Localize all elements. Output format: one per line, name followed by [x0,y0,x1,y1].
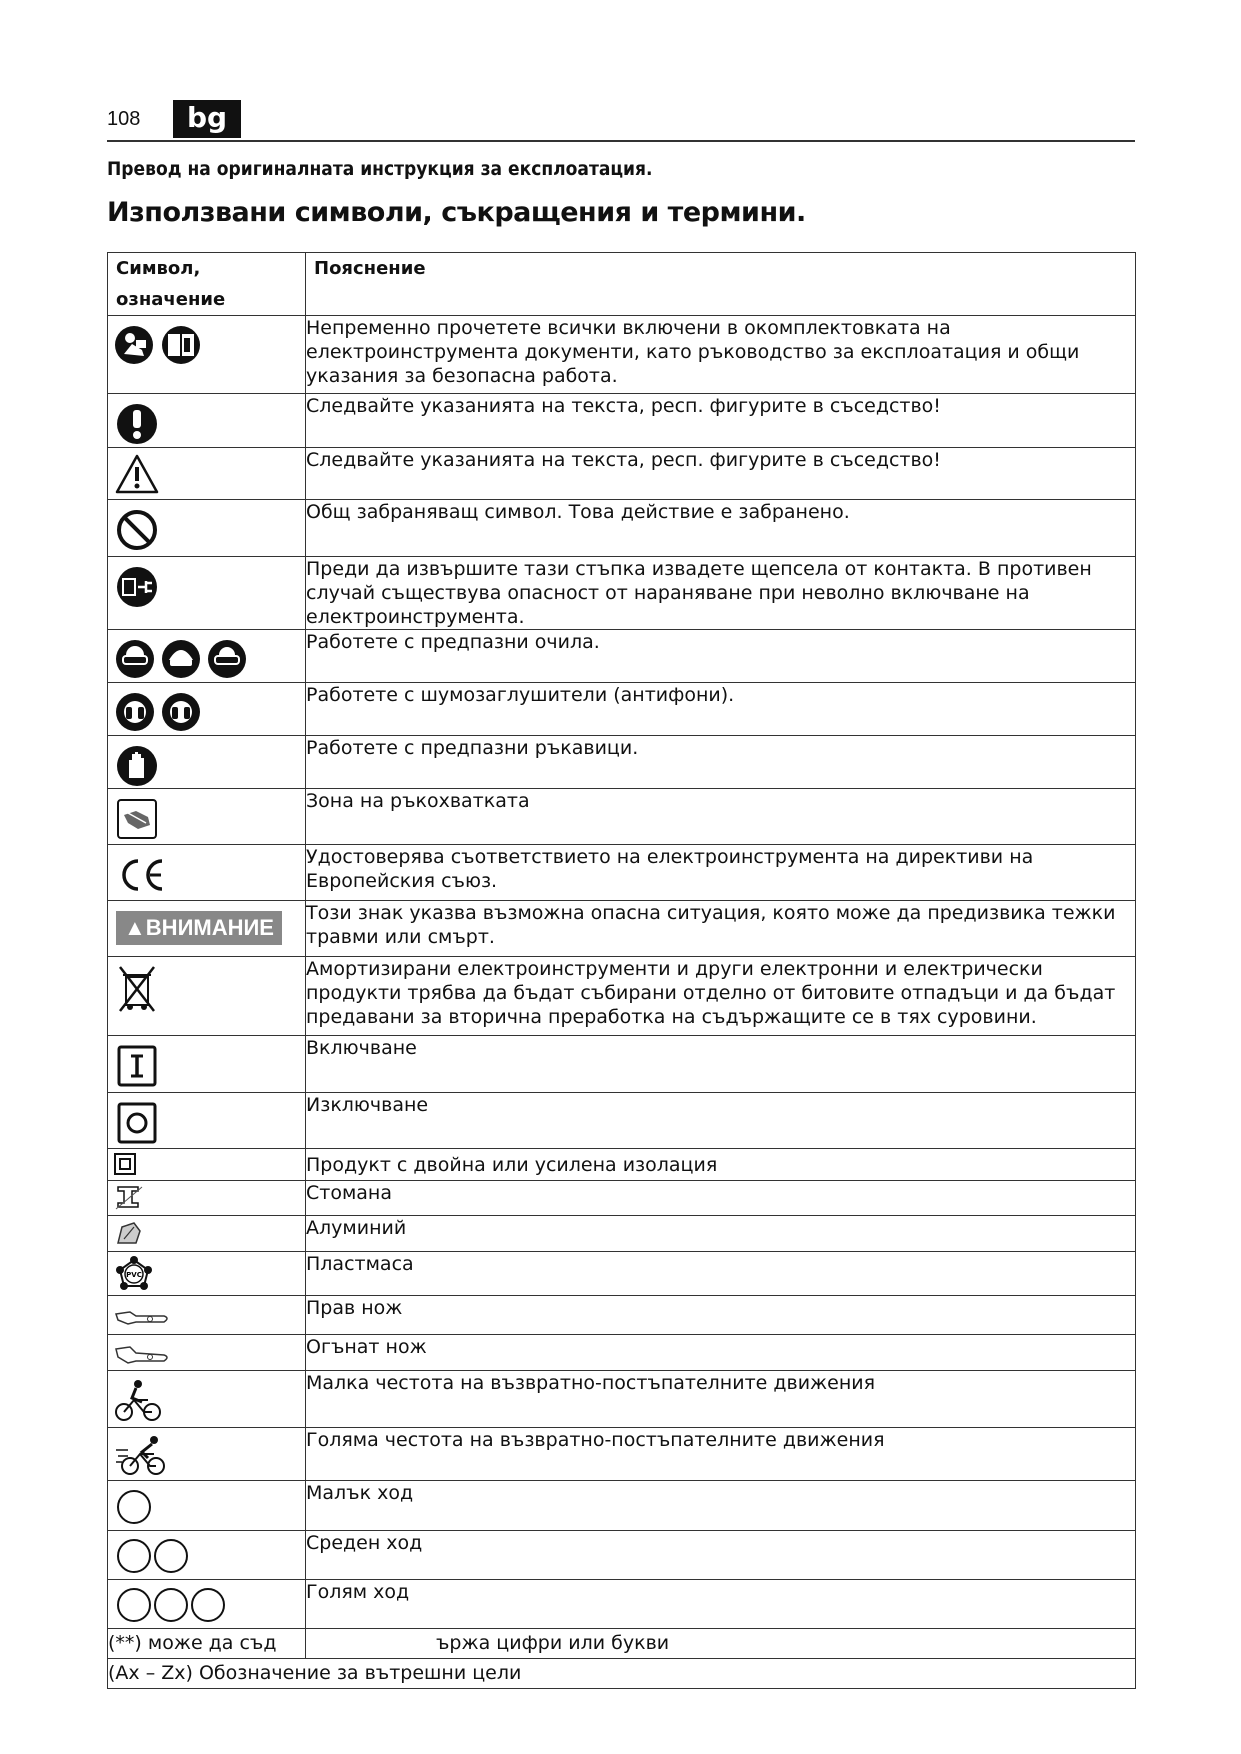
symbol-cell [108,1093,306,1149]
bent-blade-icon [114,1339,174,1369]
explanation-cell: Удостоверява съответствието на електроинструмента на директиви на Европейския съюз. [306,845,1136,901]
plastic-pvc-icon [114,1254,158,1296]
document-subtitle: Превод на оригиналната инструкция за експлоатация. [107,158,653,180]
table-row [108,448,1136,500]
table-row [108,901,1136,957]
explanation-cell: Общ забраняващ символ. Това действие е забранено. [306,500,1136,557]
table-row [108,845,1136,901]
eye-protection-icon [114,634,254,684]
symbol-cell [108,845,306,901]
explanation-cell: Работете с шумозаглушители (антифони). [306,683,1136,736]
explanation-cell: Преди да извършите тази стъпка извадете щепсела от контакта. В противен случай съществува опасност от нараняване при неволно включване на електроинструмента. [306,557,1136,630]
explanation-cell: Изключване [306,1093,1136,1149]
power-off-icon [114,1097,164,1147]
double-insulation-icon [114,1152,144,1178]
symbol-cell [108,957,306,1036]
explanation-cell: Среден ход [306,1531,1136,1580]
explanation-cell: Алуминий [306,1216,1136,1252]
table-row [108,630,1136,683]
explanation-cell: Голяма честота на възвратно-постъпателните движения [306,1428,1136,1481]
table-row [108,1093,1136,1149]
table-row [108,316,1136,394]
gloves-icon [114,740,164,790]
note-cell-left: (**) може да съд [108,1629,306,1659]
medium-stroke-icon [114,1534,204,1578]
small-stroke-icon [114,1484,164,1528]
read-manual-icon [114,320,214,370]
explanation-cell: Голям ход [306,1580,1136,1629]
explanation-cell: Непременно прочетете всички включени в окомплектовката на електроинструмента документи, като ръководство за експлоатация и общи указания за безопасна работа. [306,316,1136,394]
explanation-cell: Амортизирани електроинструменти и други електронни и електрически продукти трябва да бъдат събирани отделно от битовите отпадъци и да бъдат предавани за вторична преработка на съдържащите се в тях суровини. [306,957,1136,1036]
table-row [108,683,1136,736]
prohibition-icon [114,504,164,554]
symbol-cell [108,1481,306,1531]
exclamation-circle-icon [114,398,164,448]
explanation-cell: Малък ход [306,1481,1136,1531]
table-row [108,557,1136,630]
svg-text:PVC: PVC [126,1271,142,1279]
symbol-cell [108,1181,306,1216]
table-header-row [108,253,1136,316]
symbol-cell [108,500,306,557]
warning-triangle-icon [114,452,164,498]
grip-zone-icon [114,793,164,843]
symbol-cell [108,1296,306,1335]
table-row [108,1531,1136,1580]
explanation-cell: Следвайте указанията на текста, респ. фигурите в съседство! [306,394,1136,448]
fast-cyclist-icon [114,1432,174,1482]
explanation-cell: Този знак указва възможна опасна ситуация, която може да предизвика тежки травми или смърт. [306,901,1136,957]
symbol-cell [108,1371,306,1428]
table-row [108,1481,1136,1531]
symbol-cell [108,1252,306,1296]
symbol-cell [108,736,306,789]
straight-blade-icon [114,1302,174,1332]
symbol-cell [108,1428,306,1481]
explanation-cell: Прав нож [306,1296,1136,1335]
aluminium-icon [114,1219,148,1249]
symbol-cell [108,557,306,630]
table-row [108,1335,1136,1371]
symbol-cell [108,789,306,845]
symbol-cell [108,901,306,957]
table-row [108,957,1136,1036]
power-on-icon [114,1040,164,1090]
steel-icon [114,1183,148,1213]
symbol-cell [108,1531,306,1580]
page-number: 108 [107,108,141,130]
internal-designation-cell: (Ax – Zx) Обозначение за вътрешни цели [108,1659,1136,1689]
explanation-cell: Включване [306,1036,1136,1093]
symbol-cell [108,1149,306,1181]
symbol-cell [108,1216,306,1252]
section-title: Използвани символи, съкращения и термини. [107,197,806,228]
note-cell-right: ържа цифри или букви [306,1629,1136,1659]
table-row [108,394,1136,448]
table-row [108,1252,1136,1296]
explanation-cell: Следвайте указанията на текста, респ. фигурите в съседство! [306,448,1136,500]
large-stroke-icon [114,1583,244,1627]
weee-bin-icon [114,961,164,1017]
table-row [108,1036,1136,1093]
warning-badge-text: ВНИМАНИЕ [145,915,274,940]
explanation-cell: Огънат нож [306,1335,1136,1371]
explanation-cell: Стомана [306,1181,1136,1216]
table-row [108,1181,1136,1216]
symbol-cell [108,448,306,500]
table-row [108,500,1136,557]
symbol-cell [108,683,306,736]
table-row [108,789,1136,845]
explanation-cell: Малка честота на възвратно-постъпателните движения [306,1371,1136,1428]
table-row [108,1371,1136,1428]
explanation-cell: Пластмаса [306,1252,1136,1296]
table-row [108,1428,1136,1481]
symbols-table [107,252,1136,1689]
symbol-cell [108,1036,306,1093]
unplug-icon [114,561,164,611]
explanation-cell: Работете с предпазни очила. [306,630,1136,683]
column-header-symbol: Символ, означение [108,253,306,316]
column-header-explanation: Пояснение [306,253,1136,316]
explanation-cell: Продукт с двойна или усилена изолация [306,1149,1136,1181]
explanation-cell: Работете с предпазни ръкавици. [306,736,1136,789]
symbol-cell [108,1335,306,1371]
table-row [108,736,1136,789]
page-header [107,100,1135,142]
table-row [108,1216,1136,1252]
table-row [108,1149,1136,1181]
explanation-cell: Зона на ръкохватката [306,789,1136,845]
internal-designation-row [108,1659,1136,1689]
note-row [108,1629,1136,1659]
ce-mark-icon [114,849,174,899]
table-row [108,1580,1136,1629]
table-row [108,1296,1136,1335]
language-badge: bg [173,100,241,138]
symbol-cell [108,1580,306,1629]
symbol-cell [108,394,306,448]
ear-protection-icon [114,687,214,737]
symbol-cell [108,630,306,683]
slow-cyclist-icon [114,1374,164,1426]
warning-badge-icon [116,911,282,945]
symbol-cell [108,316,306,394]
warning-triangle-glyph: ▲ [124,915,146,940]
